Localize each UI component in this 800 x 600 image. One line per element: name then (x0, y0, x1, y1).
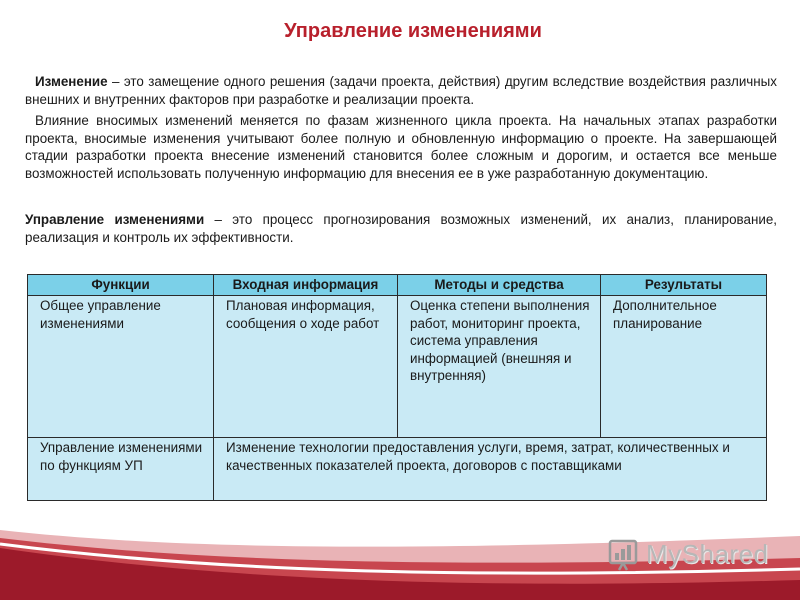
definition-change-management (25, 211, 777, 246)
definition-change-text: – это замещение одного решения (задачи проекта, действия) другим вследствие воздействия различных внешних и внутренних факторов при разработке и реализации проекта. (25, 74, 777, 107)
cell-results: Дополнительное планирование (601, 296, 767, 438)
definition-change-management-text: – это процесс прогнозирования возможных изменений, их анализ, планирование, реализация и контроль их эффективности. (25, 212, 777, 245)
paragraph-lifecycle-influence: Влияние вносимых изменений меняется по фазам жизненного цикла проекта. На начальных этапах разработки проекта, вносимые изменения учитывают более полную и обновленную информацию о проекте. На завершающей стадии разработки проекта внесение изменений становится более сложным и дорогим, и остается все меньше возможностей использовать полученную информацию для внесения ее в уже разработанную документацию. (25, 113, 777, 181)
myshared-logo-text: MyShared (646, 538, 769, 569)
cell-input: Плановая информация, сообщения о ходе работ (214, 296, 398, 438)
term-change: Изменение (35, 74, 108, 89)
term-change-management: Управление изменениями (25, 212, 205, 227)
table-header-row (28, 275, 767, 296)
header-results: Результаты (601, 275, 767, 296)
definition-change (25, 73, 777, 108)
header-input-info: Входная информация (214, 275, 398, 296)
table-row (28, 296, 767, 438)
cell-methods: Оценка степени выполнения работ, мониторинг проекта, система управления информацией (внешняя и внутренняя) (398, 296, 601, 438)
header-functions: Функции (28, 275, 214, 296)
cell-merged-description: Изменение технологии предоставления услуги, время, затрат, количественных и качественных показателей проекта, договоров с поставщиками (214, 438, 767, 501)
header-methods: Методы и средства (398, 275, 601, 296)
myshared-logo (608, 536, 769, 572)
myshared-logo-icon (608, 537, 642, 571)
table-row (28, 438, 767, 501)
cell-function: Управление изменениями по функциям УП (28, 438, 214, 501)
change-management-table (27, 274, 767, 501)
slide-title: Управление изменениями (284, 20, 542, 42)
cell-function: Общее управление изменениями (28, 296, 214, 438)
